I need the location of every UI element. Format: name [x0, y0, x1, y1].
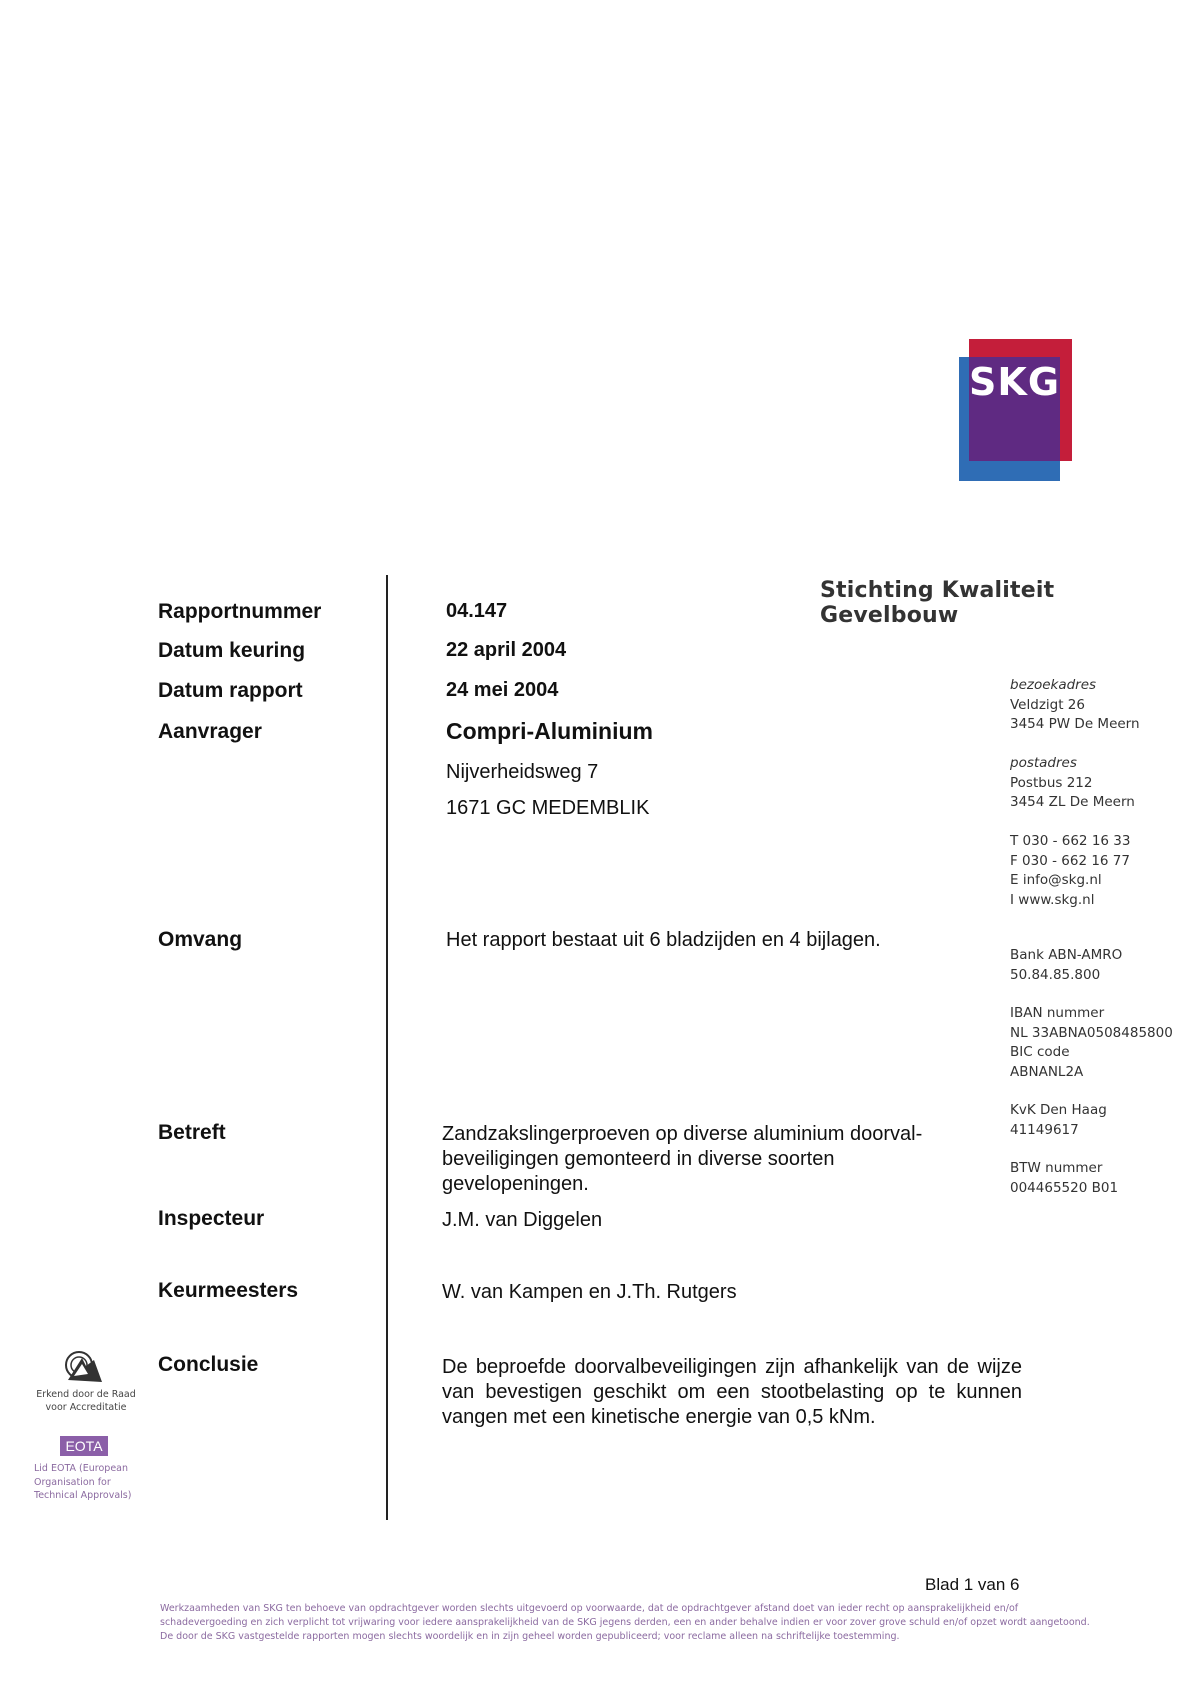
btw-label: BTW nummer	[1010, 1160, 1103, 1176]
label-inspecteur: Inspecteur	[158, 1207, 265, 1230]
iban-label: IBAN nummer	[1010, 1005, 1105, 1021]
bezoekadres-street: Veldzigt 26	[1010, 696, 1085, 713]
bezoekadres-city: 3454 PW De Meern	[1010, 716, 1140, 732]
value-conclusie: De beproefde doorvalbeveiligingen zijn afhankelijk van de wijze van bevestigen geschikt om een stootbelasting op te kunnen vangen met een kinetische energie van 0,5 kNm.	[442, 1356, 1022, 1428]
contact-bezoekadres	[1010, 676, 1140, 735]
contact-communication	[1010, 832, 1130, 910]
contact-postadres	[1010, 754, 1135, 813]
eota-text: Lid EOTA (European Organisation for Technical Approvals)	[34, 1463, 132, 1501]
contact-bank	[1010, 946, 1122, 985]
label-datum-keuring: Datum keuring	[158, 639, 306, 662]
bank-number: 50.84.85.800	[1010, 966, 1101, 983]
label-aanvrager: Aanvrager	[158, 720, 262, 743]
contact-btw	[1010, 1159, 1118, 1198]
organization-name: Stichting Kwaliteit Gevelbouw	[820, 578, 1055, 628]
contact-fax: F 030 - 662 16 77	[1010, 852, 1130, 869]
rva-text: Erkend door de Raad voor Accreditatie	[36, 1389, 136, 1413]
label-keurmeesters: Keurmeesters	[158, 1279, 299, 1302]
page-number: Blad 1 van 6	[925, 1575, 1020, 1594]
postadres-label: postadres	[1010, 755, 1077, 771]
value-aanvrager-address1: Nijverheidsweg 7	[446, 761, 599, 783]
contact-tel: T 030 - 662 16 33	[1010, 833, 1131, 849]
label-datum-rapport: Datum rapport	[158, 679, 303, 702]
label-rapportnummer: Rapportnummer	[158, 600, 322, 623]
logo-text: SKG	[969, 360, 1061, 404]
eota-badge: EOTA	[60, 1436, 108, 1456]
value-rapportnummer: 04.147	[446, 600, 508, 622]
rva-logo-icon	[62, 1350, 106, 1386]
postadres-box: Postbus 212	[1010, 774, 1093, 791]
label-betreft: Betreft	[158, 1121, 226, 1144]
value-omvang: Het rapport bestaat uit 6 bladzijden en 4 bijlagen.	[446, 929, 881, 951]
bank-label: Bank ABN-AMRO	[1010, 947, 1123, 963]
contact-kvk	[1010, 1101, 1107, 1140]
contact-iban	[1010, 1004, 1173, 1082]
value-keurmeesters: W. van Kampen en J.Th. Rutgers	[442, 1281, 737, 1303]
bezoekadres-label: bezoekadres	[1010, 677, 1097, 693]
kvk-number: 41149617	[1010, 1121, 1079, 1138]
contact-email[interactable]: E info@skg.nl	[1010, 872, 1102, 888]
kvk-label: KvK Den Haag	[1010, 1102, 1107, 1118]
value-datum-rapport: 24 mei 2004	[446, 679, 559, 701]
bic-label: BIC code	[1010, 1044, 1070, 1060]
label-omvang: Omvang	[158, 928, 243, 951]
bic-code: ABNANL2A	[1010, 1063, 1084, 1080]
vertical-divider	[386, 575, 388, 1520]
postadres-city: 3454 ZL De Meern	[1010, 794, 1135, 810]
value-datum-keuring: 22 april 2004	[446, 639, 567, 661]
btw-number: 004465520 B01	[1010, 1179, 1119, 1196]
label-conclusie: Conclusie	[158, 1353, 259, 1376]
value-inspecteur: J.M. van Diggelen	[442, 1209, 603, 1231]
footer-disclaimer: Werkzaamheden van SKG ten behoeve van opdrachtgever worden slechts uitgevoerd op voorwaarde, dat de opdrachtgever afstand doet van ieder recht op aansprakelijkheid en/of schadevergoeding en zich verplicht tot vrijwaring voor iedere aansprakelijkheid van de SKG jegens derden, een en ander behalve indien er voor zover grove schuld en/of opzet wordt aangetoond. De door de SKG vastgestelde rapporten mogen slechts woordelijk en in zijn geheel worden gepubliceerd; voor reclame alleen na schriftelijke toestemming.	[160, 1603, 1090, 1642]
contact-web[interactable]: I www.skg.nl	[1010, 891, 1095, 908]
value-betreft: Zandzakslingerproeven op diverse aluminium doorval-beveiligingen gemonteerd in diverse soorten gevelopeningen.	[442, 1123, 923, 1195]
iban-number: NL 33ABNA0508485800	[1010, 1024, 1173, 1041]
value-aanvrager-address2: 1671 GC MEDEMBLIK	[446, 797, 650, 819]
value-aanvrager-name: Compri-Aluminium	[446, 718, 653, 744]
